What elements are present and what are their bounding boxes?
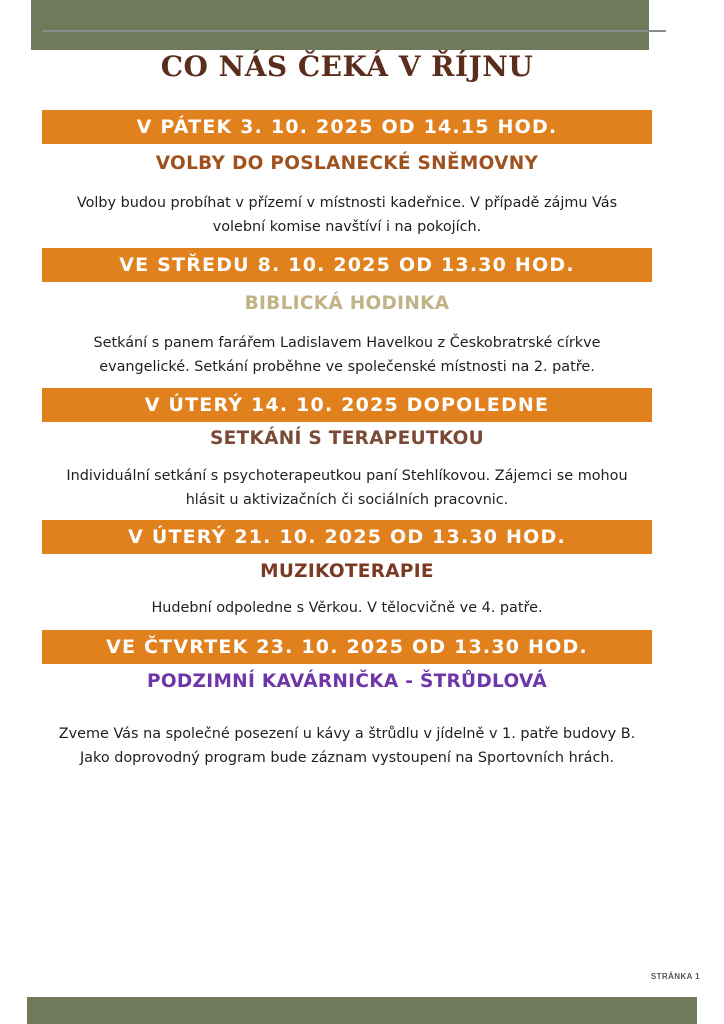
event-date-bar: VE ČTVRTEK 23. 10. 2025 OD 13.30 HOD. bbox=[42, 630, 652, 664]
page-number: STRÁNKA 1 bbox=[650, 972, 700, 981]
footer-band bbox=[27, 997, 697, 1024]
event-description-line: Jako doprovodný program bude záznam vystoupení na Sportovních hrách. bbox=[79, 750, 615, 766]
event-description bbox=[0, 722, 694, 770]
header-rule bbox=[43, 30, 666, 32]
event-description-line: Hudební odpoledne s Věrkou. V tělocvičně ve 4. patře. bbox=[151, 600, 543, 616]
event-description-line: Setkání s panem farářem Ladislavem Havelkou z Českobratrské církve bbox=[93, 335, 601, 351]
event-heading: VOLBY DO POSLANECKÉ SNĚMOVNY bbox=[155, 153, 539, 174]
event-date-bar: V ÚTERÝ 21. 10. 2025 OD 13.30 HOD. bbox=[42, 520, 652, 554]
event-heading: SETKÁNÍ S TERAPEUTKOU bbox=[209, 428, 485, 449]
event-description-line: Individuální setkání s psychoterapeutkou paní Stehlíkovou. Zájemci se mohou bbox=[66, 468, 628, 484]
event-heading: MUZIKOTERAPIE bbox=[260, 561, 434, 582]
event-description-line: Zveme Vás na společné posezení u kávy a štrůdlu v jídelně v 1. patře budovy B. bbox=[58, 726, 636, 742]
event-description-line: evangelické. Setkání proběhne ve společenské místnosti na 2. patře. bbox=[99, 359, 595, 375]
event-description-line: volební komise navštíví i na pokojích. bbox=[212, 219, 482, 235]
event-description bbox=[0, 596, 694, 620]
header-band bbox=[31, 0, 649, 50]
event-description-line: hlásit u aktivizačních či sociálních pracovnic. bbox=[185, 492, 509, 508]
event-description bbox=[0, 464, 694, 512]
event-heading: PODZIMNÍ KAVÁRNIČKA - ŠTRŮDLOVÁ bbox=[147, 671, 547, 692]
event-date-bar: V ÚTERÝ 14. 10. 2025 DOPOLEDNE bbox=[42, 388, 652, 422]
page-title: CO NÁS ČEKÁ V ŘÍJNU bbox=[160, 50, 534, 83]
event-heading: BIBLICKÁ HODINKA bbox=[244, 293, 450, 314]
event-date-bar: VE STŘEDU 8. 10. 2025 OD 13.30 HOD. bbox=[42, 248, 652, 282]
event-description bbox=[0, 331, 694, 379]
event-date-bar: V PÁTEK 3. 10. 2025 OD 14.15 HOD. bbox=[42, 110, 652, 144]
event-description bbox=[0, 191, 694, 239]
event-description-line: Volby budou probíhat v přízemí v místnosti kadeřnice. V případě zájmu Vás bbox=[76, 195, 618, 211]
